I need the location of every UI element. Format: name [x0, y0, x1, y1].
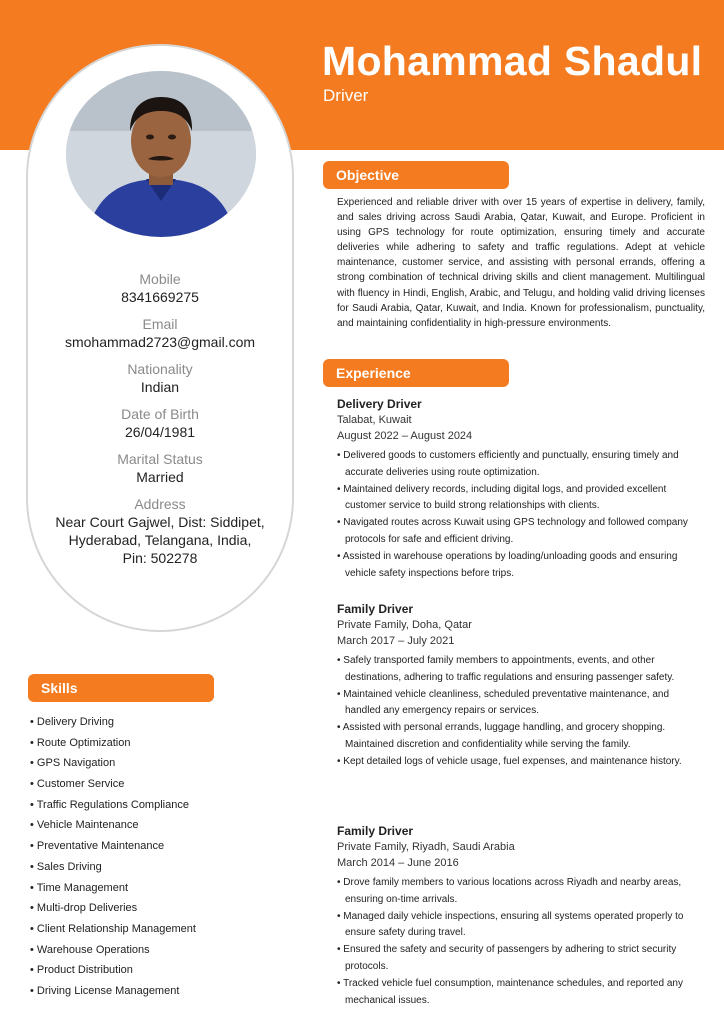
job-bullet: • Maintained delivery records, including digital logs, and provided excellent customer service to build strong relationships with clients.	[337, 482, 707, 516]
job-dates: March 2017 – July 2021	[337, 635, 455, 647]
dob-value: 26/04/1981	[124, 424, 196, 440]
nationality-value: Indian	[140, 379, 180, 395]
job-bullet: • Assisted with personal errands, luggage handling, and grocery shopping. Maintained discretion and confidentiality while serving the family.	[337, 720, 707, 754]
job-employer: Private Family, Doha, Qatar	[337, 619, 472, 631]
job-dates: August 2022 – August 2024	[337, 430, 473, 442]
skill-item: • Multi-drop Deliveries	[30, 899, 196, 920]
address-value	[30, 513, 290, 567]
job-entry	[337, 601, 707, 771]
marital-value: Married	[136, 469, 184, 485]
skills-list	[30, 713, 196, 1003]
skill-item: • Traffic Regulations Compliance	[30, 796, 196, 817]
profile-photo	[66, 71, 256, 237]
mobile-label: Mobile	[139, 271, 181, 287]
skill-item: • GPS Navigation	[30, 754, 196, 775]
address-label: Address	[134, 496, 186, 512]
job-dates: March 2014 – June 2016	[337, 857, 459, 869]
email-label: Email	[142, 316, 178, 332]
skill-item: • Route Optimization	[30, 734, 196, 755]
skill-item: • Time Management	[30, 879, 196, 900]
mobile-value: 8341669275	[121, 289, 199, 305]
email-value: smohammad2723@gmail.com	[64, 334, 256, 350]
job-bullets	[337, 448, 707, 582]
objective-heading: Objective	[323, 161, 509, 189]
job-bullet: • Assisted in warehouse operations by loading/unloading goods and ensuring vehicle safety inspections before trips.	[337, 549, 707, 583]
job-entry	[337, 823, 707, 1009]
address-line-3: Pin: 502278	[122, 550, 198, 566]
job-bullets	[337, 875, 707, 1009]
candidate-role: Driver	[323, 86, 369, 105]
skill-item: • Driving License Management	[30, 982, 196, 1003]
job-title: Family Driver	[337, 824, 414, 838]
job-bullet: • Safely transported family members to appointments, events, and other destinations, adhering to traffic regulations and ensuring passenger safety.	[337, 653, 707, 687]
job-bullet: • Tracked vehicle fuel consumption, maintenance schedules, and reported any mechanical issues.	[337, 976, 707, 1010]
candidate-name: Mohammad Shadul	[322, 38, 703, 84]
skill-item: • Preventative Maintenance	[30, 837, 196, 858]
skill-item: • Customer Service	[30, 775, 196, 796]
job-entry	[337, 396, 707, 582]
address-line-1: Near Court Gajwel, Dist: Siddipet,	[55, 514, 265, 530]
skill-item: • Vehicle Maintenance	[30, 816, 196, 837]
person-photo-icon	[66, 71, 256, 237]
job-bullet: • Navigated routes across Kuwait using GPS technology and followed company protocols for safe and efficient driving.	[337, 515, 707, 549]
skill-item: • Delivery Driving	[30, 713, 196, 734]
skill-item: • Sales Driving	[30, 858, 196, 879]
skills-heading: Skills	[28, 674, 214, 702]
job-employer: Talabat, Kuwait	[337, 414, 412, 426]
skill-item: • Client Relationship Management	[30, 920, 196, 941]
nationality-label: Nationality	[127, 361, 193, 377]
job-title: Family Driver	[337, 602, 414, 616]
skill-item: • Product Distribution	[30, 961, 196, 982]
dob-label: Date of Birth	[121, 406, 199, 422]
job-bullet: • Maintained vehicle cleanliness, scheduled preventative maintenance, and handled any emergency repairs or services.	[337, 687, 707, 721]
job-bullet: • Delivered goods to customers efficiently and punctually, ensuring timely and accurate deliveries using route optimization.	[337, 448, 707, 482]
job-employer: Private Family, Riyadh, Saudi Arabia	[337, 841, 515, 853]
job-bullet: • Kept detailed logs of vehicle usage, fuel expenses, and maintenance history.	[337, 754, 707, 771]
job-bullets	[337, 653, 707, 771]
job-bullet: • Ensured the safety and security of passengers by adhering to strict security protocols.	[337, 942, 707, 976]
objective-text: Experienced and reliable driver with over 15 years of expertise in delivery, family, and sales driving across Saudi Arabia, Qatar, Kuwait, and Europe. Proficient in using GPS technology for route optimization, ensuring timely and accurate deliveries while adhering to safety and traffic regulations. Adept at vehicle maintenance, customer service, and assisting with personal errands, offering a strong combination of technical driving skills and client management. Multilingual with fluency in Hindi, English, Arabic, and Telugu, and holding valid driving licenses for Saudi Arabia, Qatar, Kuwait, and India. Known for professionalism, punctuality, and maintaining confidentiality in high-pressure environments.	[337, 197, 705, 329]
experience-heading: Experience	[323, 359, 509, 387]
address-line-2: Hyderabad, Telangana, India,	[68, 532, 252, 548]
job-bullet: • Managed daily vehicle inspections, ensuring all systems operated properly to ensure safety during travel.	[337, 909, 707, 943]
skill-item: • Warehouse Operations	[30, 941, 196, 962]
job-title: Delivery Driver	[337, 397, 422, 411]
job-bullet: • Drove family members to various locations across Riyadh and nearby areas, ensuring on-time arrivals.	[337, 875, 707, 909]
marital-label: Marital Status	[117, 451, 203, 467]
contact-section	[30, 270, 290, 576]
